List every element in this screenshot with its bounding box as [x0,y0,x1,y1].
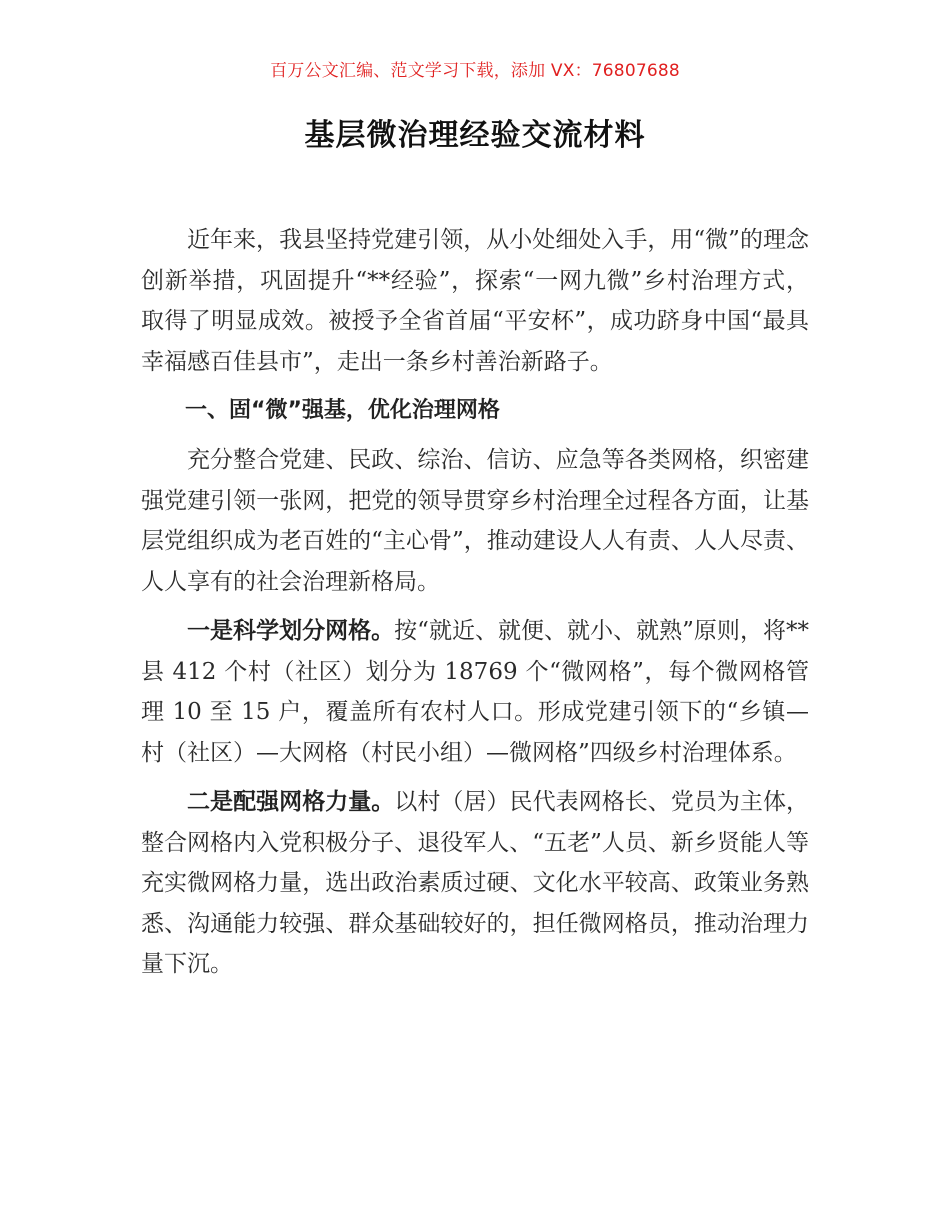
intro-paragraph: 近年来，我县坚持党建引领，从小处细处入手，用“微”的理念创新举措，巩固提升“**经验”，探索“一网九微”乡村治理方式，取得了明显成效。被授予全省首届“平安杯”，成功跻身中国“最具幸福感百佳县市”，走出一条乡村善治新路子。 [141,227,809,375]
point-paragraph-1 [141,611,809,773]
watermark-banner: 百万公文汇编、范文学习下载，添加 VX：76807688 [270,61,680,81]
point-lead-1: 一是科学划分网格。 [187,618,395,644]
point-body-2: 以村（居）民代表网格长、党员为主体，整合网格内入党积极分子、退役军人、“五老”人员、新乡贤能人等充实微网格力量，选出政治素质过硬、文化水平较高、政策业务熟悉、沟通能力较强、群众基础较好的，担任微网格员，推动治理力量下沉。 [141,789,810,977]
point-lead-2: 二是配强网格力量。 [187,789,395,815]
point-body-1: 按“就近、就便、就小、就熟”原则，将**县 412 个村（社区）划分为 18769 个“微网格”，每个微网格管理 10 至 15 户，覆盖所有农村人口。形成党建引领下的“乡镇—村（社区）—大网格（村民小组）—微网格”四级乡村治理体系。 [141,618,809,766]
document-body [141,220,809,994]
point-paragraph-2 [141,782,809,985]
section-paragraph: 充分整合党建、民政、综治、信访、应急等各类网格，织密建强党建引领一张网，把党的领导贯穿乡村治理全过程各方面，让基层党组织成为老百姓的“主心骨”，推动建设人人有责、人人尽责、人人享有的社会治理新格局。 [141,447,809,595]
document-title: 基层微治理经验交流材料 [304,118,646,153]
section-heading: 一、固“微”强基，优化治理网格 [185,398,500,423]
